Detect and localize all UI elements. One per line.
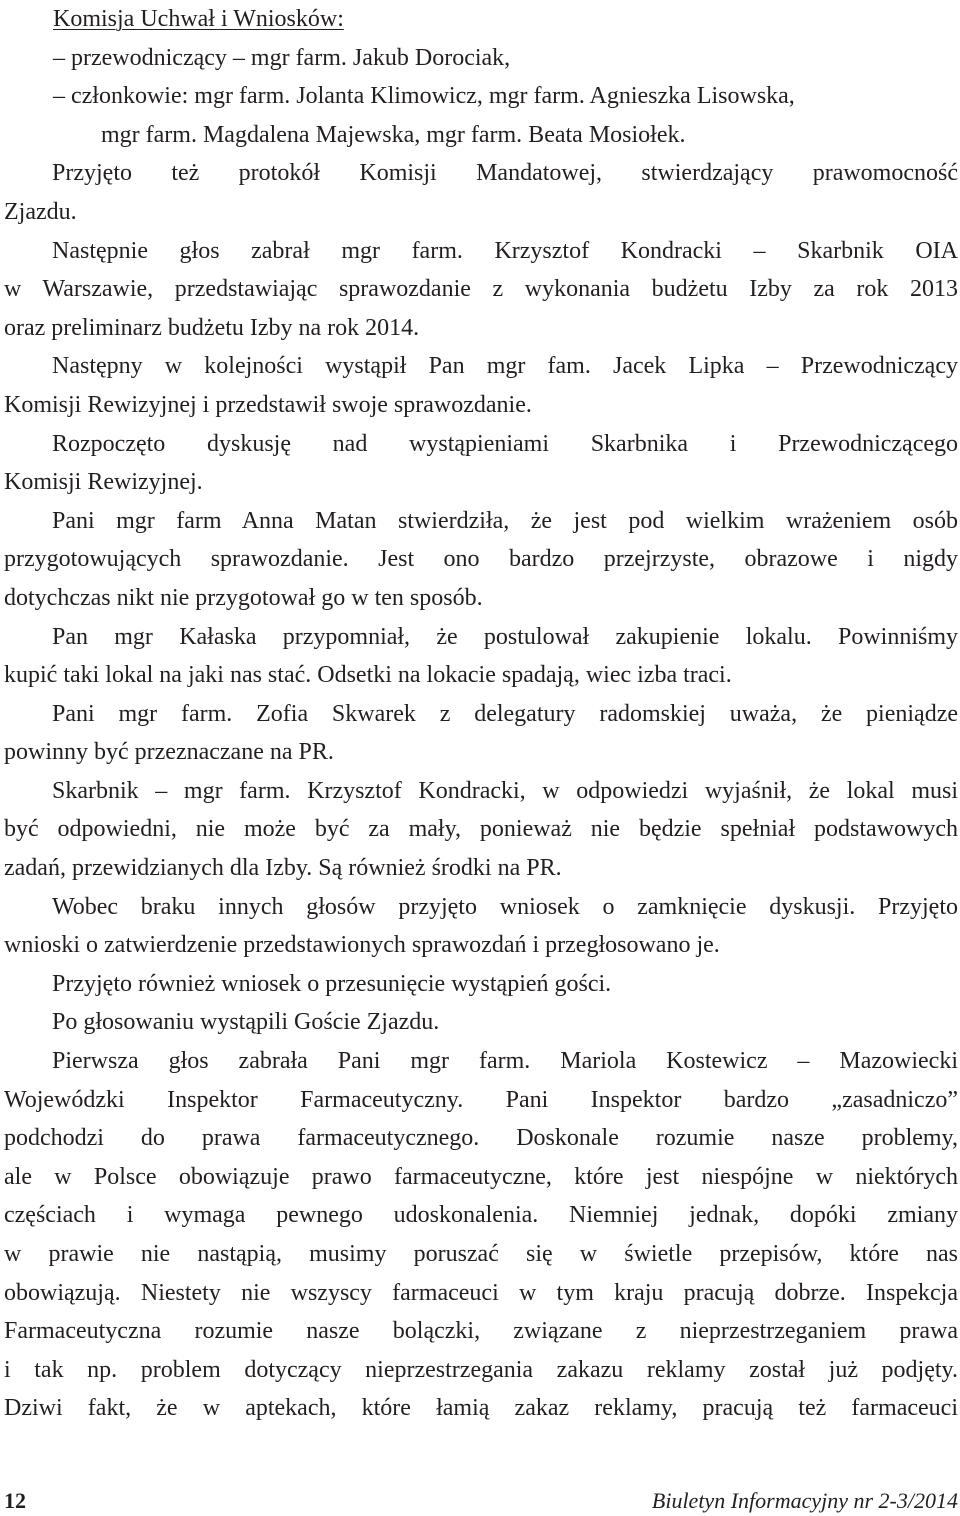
paragraph	[4, 1003, 958, 1042]
paragraph-line: przygotowujących sprawozdanie. Jest ono bardzo przejrzyste, obrazowe i nigdy	[4, 546, 958, 573]
paragraph-line: w Warszawie, przedstawiając sprawozdanie z wykonania budżetu Izby za rok 2013	[4, 276, 958, 303]
paragraph-line: ale w Polsce obowiązuje prawo farmaceutyczne, które jest niespójne w niektórych	[4, 1163, 958, 1190]
paragraph-line: podchodzi do prawa farmaceutycznego. Doskonale rozumie nasze problemy,	[4, 1125, 958, 1152]
paragraph	[4, 502, 958, 618]
paragraph-line: Pan mgr Kałaska przypomniał, że postulował zakupienie lokalu. Powinniśmy	[52, 623, 958, 650]
paragraph-line: Zjazdu.	[4, 198, 77, 225]
page-number: 12	[4, 1488, 26, 1513]
paragraph-line: Farmaceutyczna rozumie nasze bolączki, związane z nieprzestrzeganiem prawa	[4, 1318, 958, 1345]
paragraph-line: być odpowiedni, nie może być za mały, ponieważ nie będzie spełniał podstawowych	[4, 816, 958, 843]
paragraph-line: obowiązują. Niestety nie wszyscy farmaceuci w tym kraju pracują dobrze. Inspekcja	[4, 1279, 958, 1306]
paragraph	[4, 618, 958, 695]
paragraph-line: Następny w kolejności wystąpił Pan mgr fam. Jacek Lipka – Przewodniczący	[52, 353, 958, 380]
document-page	[4, 0, 958, 1516]
paragraph-line: Następnie głos zabrał mgr farm. Krzysztof Kondracki – Skarbnik OIA	[52, 237, 958, 264]
paragraph	[4, 772, 958, 888]
paragraph-line: częściach i wymaga pewnego udoskonalenia. Niemniej jednak, dopóki zmiany	[4, 1202, 958, 1229]
paragraph-line: Wobec braku innych głosów przyjęto wniosek o zamknięcie dyskusji. Przyjęto	[52, 893, 958, 920]
committee-heading: Komisja Uchwał i Wniosków:	[53, 6, 344, 32]
paragraph	[4, 347, 958, 424]
paragraph	[4, 965, 958, 1004]
paragraph-line: Skarbnik – mgr farm. Krzysztof Kondracki, w odpowiedzi wyjaśnił, że lokal musi	[52, 777, 958, 804]
paragraph-line: kupić taki lokal na jaki nas stać. Odsetki na lokacie spadają, wiec izba traci.	[4, 662, 732, 689]
paragraph	[4, 888, 958, 965]
paragraph-line: oraz preliminarz budżetu Izby na rok 2014.	[4, 314, 420, 341]
paragraph-line: Przyjęto również wniosek o przesunięcie wystąpień gości.	[52, 970, 612, 997]
paragraph	[4, 425, 958, 502]
paragraph-line: Komisji Rewizyjnej.	[4, 469, 203, 496]
page-footer	[4, 1488, 958, 1516]
paragraph-line: Pani mgr farm. Zofia Skwarek z delegatury radomskiej uważa, że pieniądze	[52, 700, 958, 727]
paragraph-line: powinny być przeznaczane na PR.	[4, 739, 334, 766]
paragraph	[4, 1042, 958, 1428]
paragraph	[4, 232, 958, 348]
paragraph-line: Rozpoczęto dyskusję nad wystąpieniami Skarbnika i Przewodniczącego	[52, 430, 958, 457]
body-text	[4, 0, 958, 1428]
paragraph	[4, 154, 958, 231]
paragraph-line: Przyjęto też protokół Komisji Mandatowej, stwierdzający prawomocność	[52, 160, 958, 187]
paragraph-line: zadań, przewidzianych dla Izby. Są również środki na PR.	[4, 855, 562, 882]
paragraph	[4, 695, 958, 772]
paragraph-line: w prawie nie nastąpią, musimy poruszać się w świetle przepisów, które nas	[4, 1241, 958, 1267]
paragraph-line: Komisji Rewizyjnej i przedstawił swoje sprawozdanie.	[4, 391, 532, 418]
paragraph-line: i tak np. problem dotyczący nieprzestrzegania zakazu reklamy został już podjęty.	[4, 1356, 958, 1383]
publication-title: Biuletyn Informacyjny nr 2-3/2014	[651, 1488, 958, 1513]
paragraph-line: Pani mgr farm Anna Matan stwierdziła, że jest pod wielkim wrażeniem osób	[52, 507, 958, 534]
paragraph-line: Dziwi fakt, że w aptekach, które łamią zakaz reklamy, pracują też farmaceuci	[4, 1395, 958, 1422]
paragraph-line: Pierwsza głos zabrała Pani mgr farm. Mariola Kostewicz – Mazowiecki	[52, 1048, 958, 1075]
committee-chair: – przewodniczący – mgr farm. Jakub Dorociak,	[53, 44, 511, 71]
committee-members-line-2: mgr farm. Magdalena Majewska, mgr farm. Beata Mosiołek.	[101, 121, 686, 148]
paragraph-line: dotychczas nikt nie przygotował go w ten sposób.	[4, 584, 483, 611]
paragraph-line: wnioski o zatwierdzenie przedstawionych sprawozdań i przegłosowano je.	[4, 932, 720, 959]
paragraph-line: Wojewódzki Inspektor Farmaceutyczny. Pani Inspektor bardzo „zasadniczo”	[4, 1086, 958, 1113]
committee-members-line-1: – członkowie: mgr farm. Jolanta Klimowicz, mgr farm. Agnieszka Lisowska,	[53, 83, 795, 110]
paragraph-line: Po głosowaniu wystąpili Goście Zjazdu.	[52, 1009, 440, 1036]
